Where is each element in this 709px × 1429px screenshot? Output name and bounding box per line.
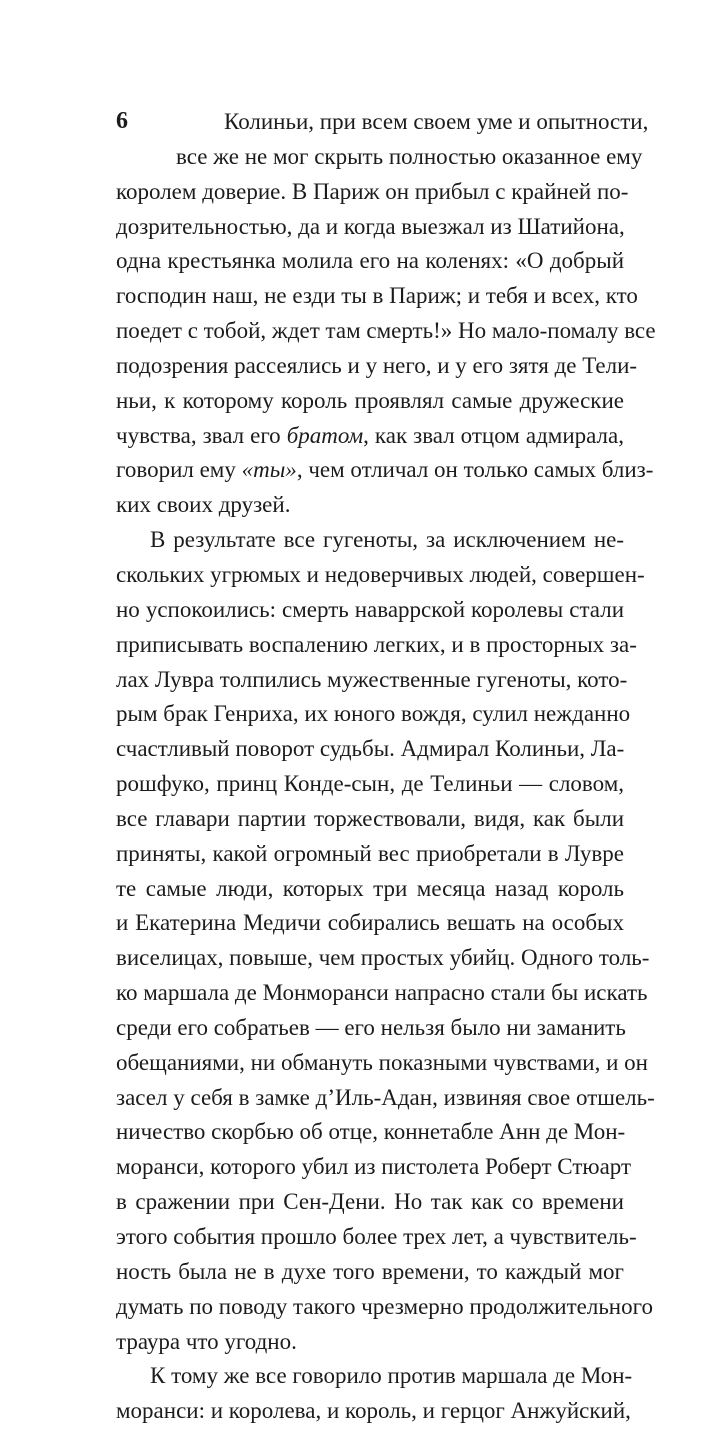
text-segment: поедет с тобой, ждет там смерть!» Но мало-помалу все (116, 318, 656, 344)
text-line (116, 872, 624, 901)
text-line (116, 1220, 637, 1249)
text-line (116, 732, 625, 762)
text-line (116, 1150, 632, 1180)
text-line (116, 419, 624, 448)
text-segment: среди его собратьев — его нельзя было ни заманить (116, 1014, 626, 1040)
text-line (116, 837, 624, 866)
text-segment: ких своих друзей. (116, 492, 291, 518)
page-number: 6 (116, 108, 128, 134)
body-text (116, 105, 656, 1429)
text-line (116, 175, 629, 204)
text-line (116, 210, 625, 239)
text-line (116, 941, 650, 971)
text-line (116, 558, 645, 587)
text-segment: Колиньи, при всем своем уме и опытности, (224, 109, 649, 134)
text-segment: и Екатерина Медичи собирались вешать на особых (116, 910, 624, 936)
text-line (116, 906, 624, 936)
text-line (116, 1046, 648, 1075)
text-segment: В результате все гугеноты, за исключением не- (150, 527, 624, 553)
text-line (116, 976, 648, 1006)
text-segment: скольких угрюмых и недоверчивых людей, совершен- (116, 561, 645, 587)
text-segment: рым брак Генриха, их юного вождя, сулил нежданно (116, 701, 631, 727)
text-line (116, 628, 637, 657)
paragraph (116, 1359, 633, 1424)
text-line (116, 488, 624, 518)
text-line (116, 1011, 626, 1040)
text-line (116, 1290, 653, 1319)
text-line (116, 802, 624, 831)
text-line (116, 663, 628, 692)
text-segment: счастливый поворот судьбы. Адмирал Колиньи, Ла- (116, 736, 625, 762)
text-segment: ность была не в духе того времени, то каждый мог (116, 1258, 624, 1284)
text-segment: в сражении при Сен-Дени. Но так как со времени (116, 1189, 624, 1215)
text-segment: ничество скорбью об отце, коннетабле Анн де Мон- (116, 1119, 626, 1145)
text-line (116, 1115, 626, 1145)
text-line (116, 1255, 624, 1284)
text-segment: но успокоились: смерть наваррской королевы стали (116, 596, 624, 622)
paragraph (116, 105, 656, 518)
text-line (116, 523, 624, 553)
italic-text: братом (286, 422, 364, 448)
text-segment: говорил ему (116, 457, 242, 483)
paragraph (116, 523, 655, 1354)
text-segment: дозрительностью, да и когда выезжал из Шатийона, (116, 213, 625, 239)
text-line (116, 1081, 655, 1110)
text-segment: , как звал отцом адмирала, (363, 422, 624, 448)
text-segment: приняты, какой огромный вес приобретали в Лувре (116, 840, 624, 866)
text-segment: моранси, которого убил из пистолета Роберт Стюарт (116, 1154, 632, 1180)
text-line (116, 1394, 631, 1424)
text-line (116, 593, 624, 622)
text-segment: засел у себя в замке д’Иль-Адан, извиняя свое отшель- (116, 1084, 655, 1110)
text-segment: думать по поводу такого чрезмерно продолжительного (116, 1293, 653, 1319)
text-segment: К тому же все говорило против маршала де Мон- (150, 1363, 633, 1389)
text-segment: , чем отличал он только самых близ- (296, 457, 654, 483)
text-line (116, 314, 656, 344)
text-segment: господин наш, не езди ты в Париж; и тебя и всех, кто (116, 283, 638, 309)
text-line (116, 453, 654, 483)
italic-text: «ты» (241, 457, 297, 483)
text-segment: королем доверие. В Париж он прибыл с крайней по- (116, 178, 629, 204)
text-segment: те самые люди, которых три месяца назад король (116, 875, 624, 901)
text-segment: этого события прошло более трех лет, а чувствитель- (116, 1224, 637, 1249)
text-segment: подозрения рассеялись и у него, и у его зятя де Тели- (116, 352, 638, 378)
text-segment: траура что угодно. (116, 1328, 297, 1354)
text-segment: одна крестьянка молила его на коленях: «О добрый (116, 248, 624, 274)
text-line (116, 279, 638, 309)
text-segment: приписывать воспалению легких, и в просторных за- (116, 631, 637, 657)
text-line (116, 1185, 624, 1215)
text-segment: рошфуко, принц Конде-сын, де Телиньи — словом, (116, 771, 624, 797)
text-segment: чувства, звал его (116, 422, 287, 448)
text-line (116, 244, 624, 274)
text-line (116, 140, 643, 169)
text-segment: ньи, к которому король проявлял самые дружеские (116, 387, 624, 413)
text-line (116, 1325, 624, 1354)
text-segment: все же не мог скрыть полностью оказанное ему (176, 143, 643, 169)
text-line (116, 105, 649, 134)
text-segment: все главари партии торжествовали, видя, как были (116, 805, 624, 831)
text-segment: лах Лувра толпились мужественные гугеноты, кото- (116, 666, 628, 692)
text-segment: виселицах, повыше, чем простых убийц. Одного толь- (116, 945, 650, 971)
text-line (116, 1359, 633, 1389)
text-line (116, 767, 624, 797)
text-line (116, 384, 624, 413)
text-segment: обещаниями, ни обмануть показными чувствами, и он (116, 1049, 648, 1075)
text-line (116, 697, 631, 727)
text-segment: ко маршала де Монморанси напрасно стали бы искать (116, 980, 648, 1006)
text-segment: моранси: и королева, и король, и герцог Анжуйский, (116, 1398, 631, 1424)
text-line (116, 349, 638, 378)
